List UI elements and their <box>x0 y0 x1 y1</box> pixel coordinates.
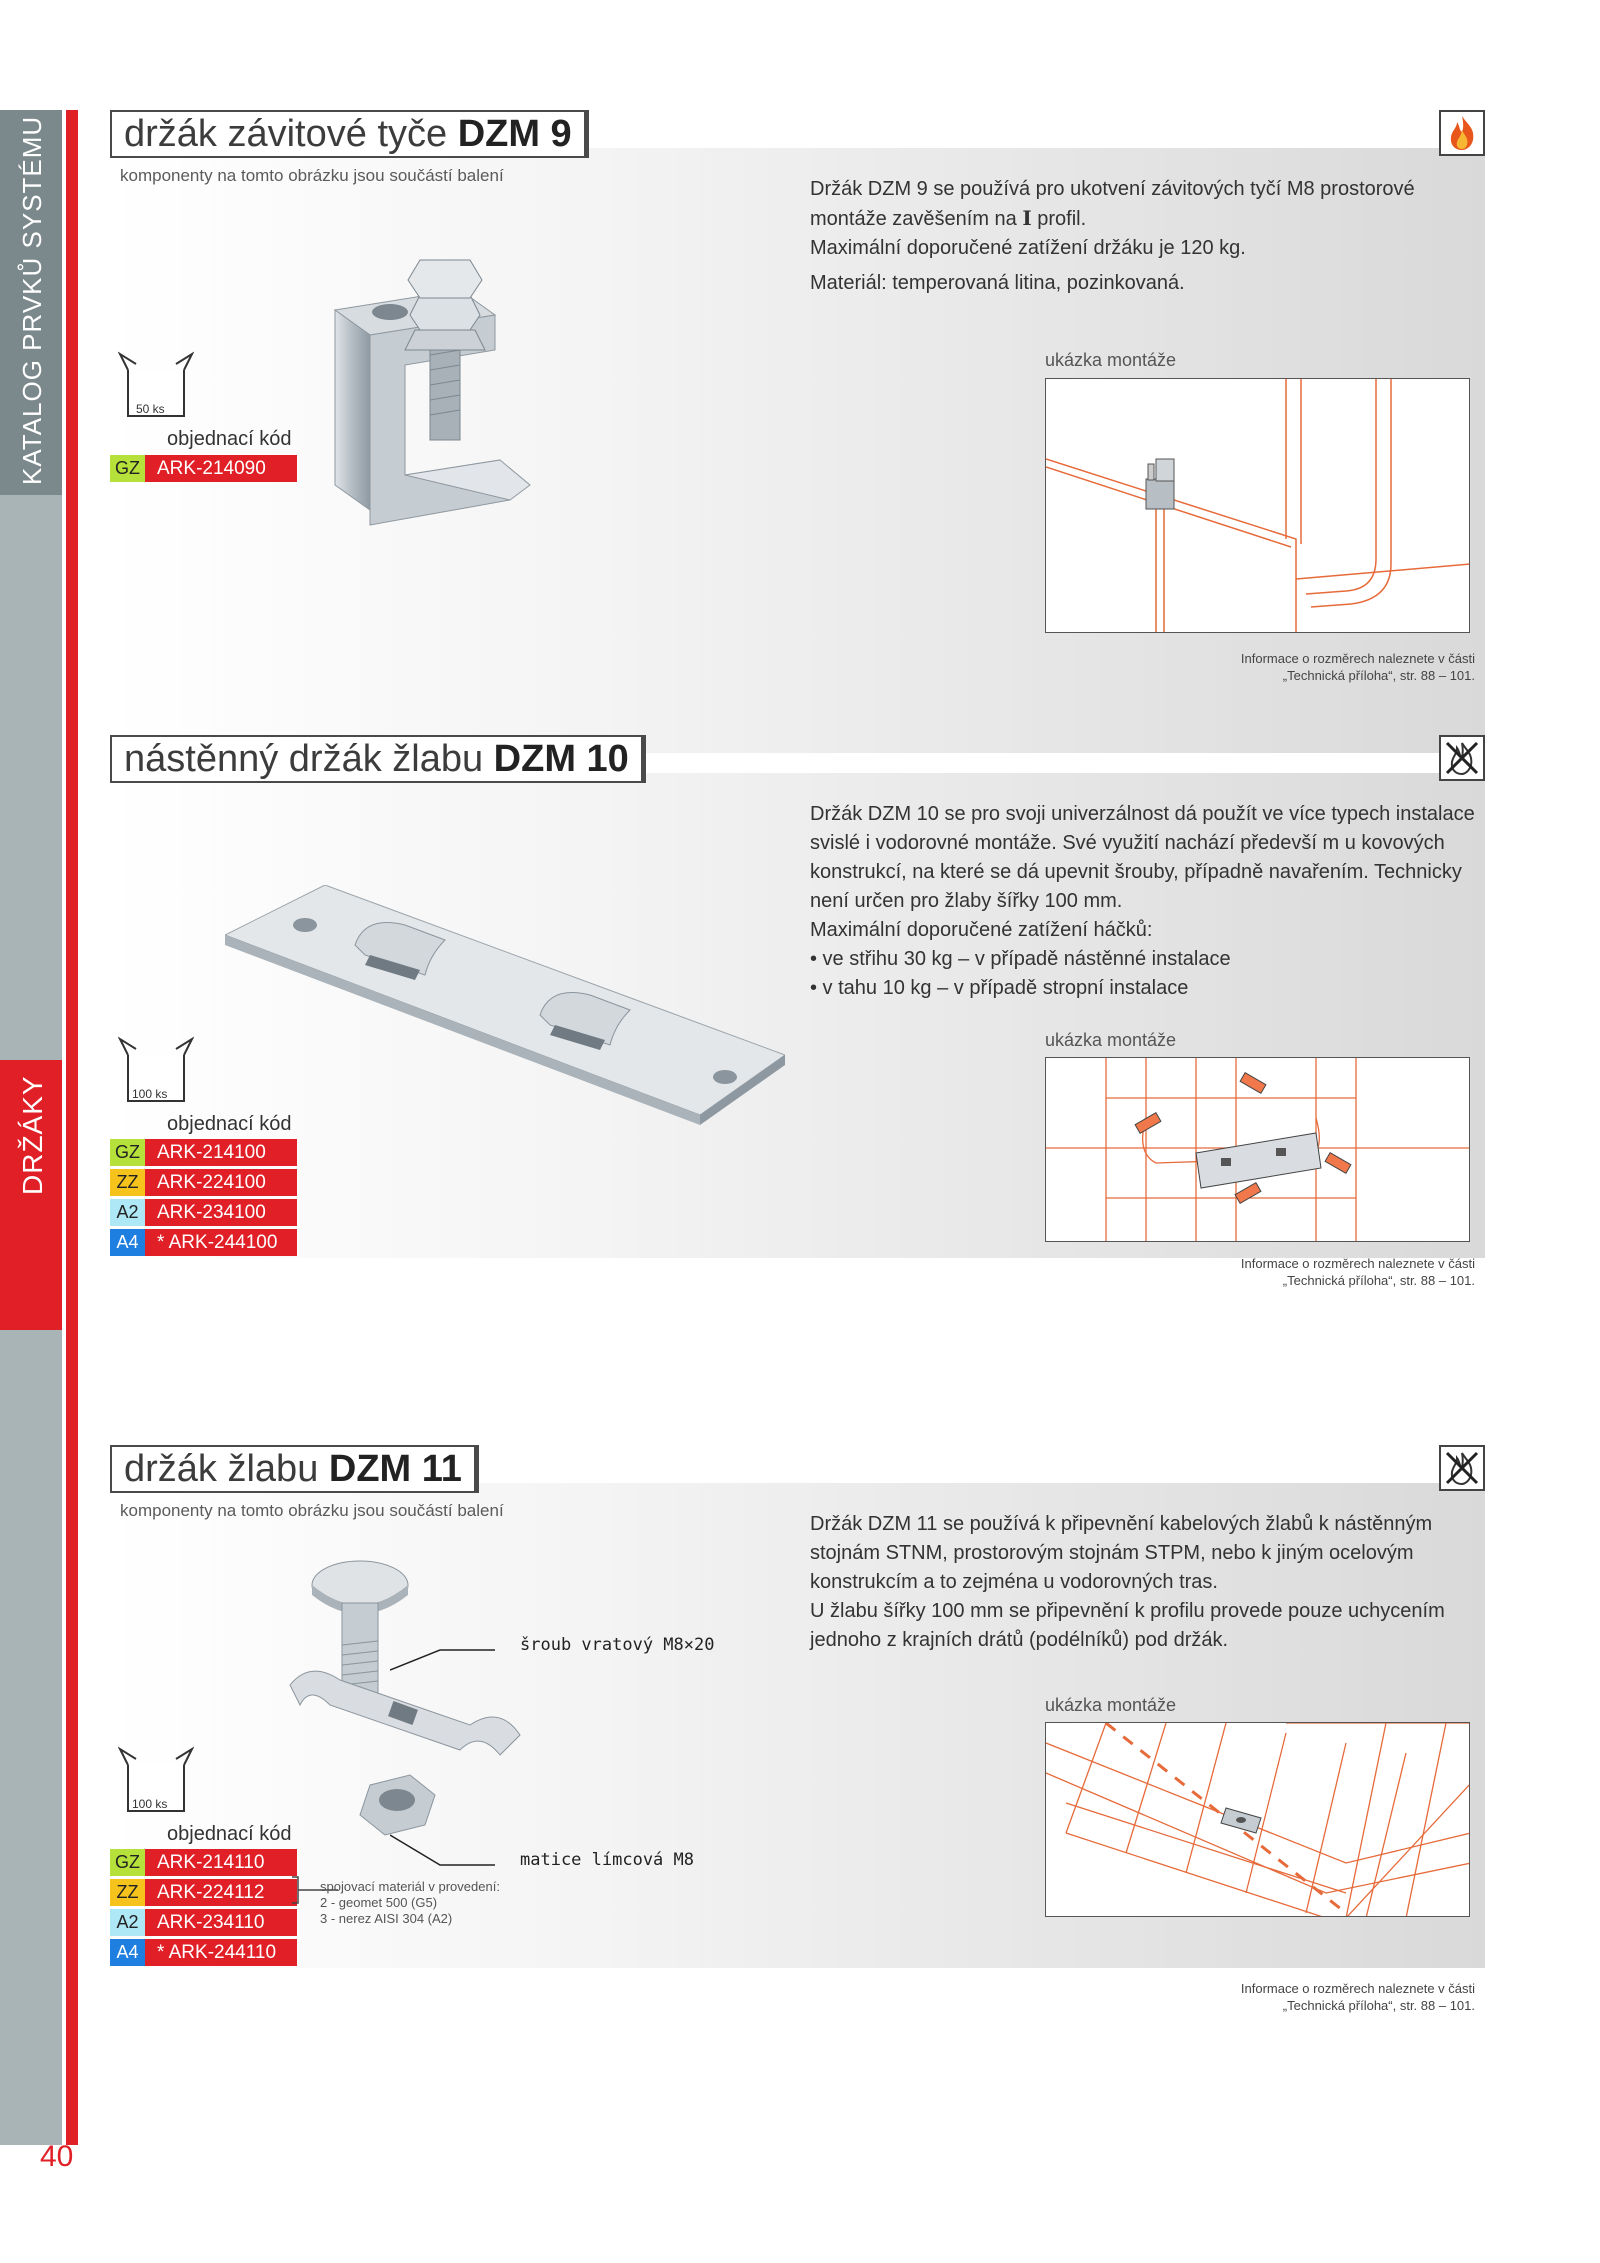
sidebar-section-label: DRŽÁKY <box>17 1075 48 1195</box>
product-title: držák závitové tyče DZM 9 <box>110 110 589 158</box>
technical-info-note <box>1241 650 1475 684</box>
note-line: 2 - geomet 500 (G5) <box>320 1895 438 1910</box>
package-quantity: 50 ks <box>136 402 165 416</box>
order-code-row <box>110 1229 297 1256</box>
material-badge: ZZ <box>110 1169 145 1196</box>
page-number: 40 <box>40 2140 74 2173</box>
order-code-row <box>110 1139 297 1166</box>
mounting-example <box>1045 1722 1470 1917</box>
package-icon <box>118 1035 194 1105</box>
info-line: Informace o rozměrech naleznete v části <box>1240 651 1475 666</box>
product-title: nástěnný držák žlabu DZM 10 <box>110 735 646 783</box>
section-dzm9 <box>110 110 1485 700</box>
note-line: spojovací materiál v provedení: <box>320 1879 500 1894</box>
section-dzm10 <box>110 735 1485 1375</box>
desc-line: Držák DZM 9 se používá pro ukotvení závitových tyčí M8 prostorové montáže zavěšením na I profil. <box>810 178 1415 230</box>
order-code-row <box>110 1849 297 1876</box>
dzm9-clamp-image <box>310 240 550 570</box>
material-badge: A4 <box>110 1229 145 1256</box>
sidebar-red-line <box>66 110 78 2145</box>
order-code-header: objednací kód <box>167 1113 292 1135</box>
info-line: „Technická příloha“, str. 88 – 101. <box>1282 1998 1475 2013</box>
order-code-row <box>110 1939 297 1966</box>
fastener-note <box>320 1879 500 1927</box>
components-note: komponenty na tomto obrázku jsou součástí balení <box>120 166 504 185</box>
material-badge: A4 <box>110 1939 145 1966</box>
note-line: 3 - nerez AISI 304 (A2) <box>320 1911 453 1926</box>
no-fire-icon <box>1439 735 1485 781</box>
mounting-label: ukázka montáže <box>1045 1695 1177 1715</box>
product-description <box>810 800 1480 1003</box>
info-line: „Technická příloha“, str. 88 – 101. <box>1282 1273 1475 1288</box>
technical-info-note <box>1241 1255 1475 1289</box>
package-quantity: 100 ks <box>132 1797 168 1811</box>
mounting-example <box>1045 1057 1470 1242</box>
mounting-label: ukázka montáže <box>1045 350 1177 370</box>
order-code: * ARK-244110 <box>145 1939 297 1966</box>
order-code: ARK-214090 <box>145 455 297 482</box>
callout-nut: matice límcová M8 <box>520 1850 694 1870</box>
material-badge: GZ <box>110 1849 145 1876</box>
mounting-example <box>1045 378 1470 633</box>
callout-bolt: šroub vratový M8×20 <box>520 1635 715 1655</box>
info-line: „Technická příloha“, str. 88 – 101. <box>1282 668 1475 683</box>
order-code: ARK-234100 <box>145 1199 297 1226</box>
dzm10-bracket-image <box>225 885 785 1165</box>
material-badge: A2 <box>110 1199 145 1226</box>
order-code: ARK-214100 <box>145 1139 297 1166</box>
sidebar-catalog-label: KATALOG PRVKŮ SYSTÉMU <box>17 115 47 485</box>
info-line: Informace o rozměrech naleznete v části <box>1240 1256 1475 1271</box>
material-badge: A2 <box>110 1909 145 1936</box>
desc-line: Držák DZM 10 se pro svoji univerzálnost dá použít ve více typech instalace svislé i vodorovné montáže. Své využití nachází předevší m u kovových konstrukcí, na které se dá upevnit šrouby, případně navařením. Technicky není určen pro žlaby šířky 100 mm. <box>810 803 1475 912</box>
order-code: ARK-224100 <box>145 1169 297 1196</box>
technical-info-note <box>1241 1980 1475 2014</box>
desc-line: Maximální doporučené zatížení háčků: <box>810 919 1153 941</box>
product-title: držák žlabu DZM 11 <box>110 1445 479 1493</box>
desc-bullet: • v tahu 10 kg – v případě stropní instalace <box>810 977 1189 999</box>
section-dzm11 <box>110 1445 1485 2085</box>
product-description <box>810 175 1480 298</box>
package-icon <box>118 350 194 420</box>
fire-icon <box>1439 110 1485 156</box>
product-description <box>810 1510 1480 1655</box>
material-badge: ZZ <box>110 1879 145 1906</box>
material-badge: GZ <box>110 1139 145 1166</box>
order-code-row <box>110 1879 297 1906</box>
desc-line: U žlabu šířky 100 mm se připevnění k profilu provede pouze uchycením jednoho z krajních drátů (podélníků) pod držák. <box>810 1600 1445 1651</box>
order-code-row <box>110 1909 297 1936</box>
order-code: ARK-224112 <box>145 1879 297 1906</box>
package-icon <box>118 1745 194 1815</box>
order-code: * ARK-244100 <box>145 1229 297 1256</box>
order-code: ARK-214110 <box>145 1849 297 1876</box>
order-code-header: objednací kód <box>167 1823 292 1845</box>
mounting-label: ukázka montáže <box>1045 1030 1177 1050</box>
order-code: ARK-234110 <box>145 1909 297 1936</box>
components-note: komponenty na tomto obrázku jsou součástí balení <box>120 1501 504 1520</box>
material-badge: GZ <box>110 455 145 482</box>
desc-line: Materiál: temperovaná litina, pozinkovaná. <box>810 272 1185 294</box>
order-code-row <box>110 1169 297 1196</box>
order-code-row <box>110 455 297 482</box>
desc-line: Maximální doporučené zatížení držáku je 120 kg. <box>810 237 1246 259</box>
desc-line: Držák DZM 11 se používá k připevnění kabelových žlabů k nástěnným stojnám STNM, prostorovým stojnám STPM, nebo k jiným ocelovým konstrukcím a to zejména u vodorovných tras. <box>810 1513 1433 1593</box>
package-quantity: 100 ks <box>132 1087 168 1101</box>
order-code-header: objednací kód <box>167 428 292 450</box>
info-line: Informace o rozměrech naleznete v části <box>1240 1981 1475 1996</box>
order-code-row <box>110 1199 297 1226</box>
no-fire-icon <box>1439 1445 1485 1491</box>
desc-bullet: • ve střihu 30 kg – v případě nástěnné instalace <box>810 948 1231 970</box>
